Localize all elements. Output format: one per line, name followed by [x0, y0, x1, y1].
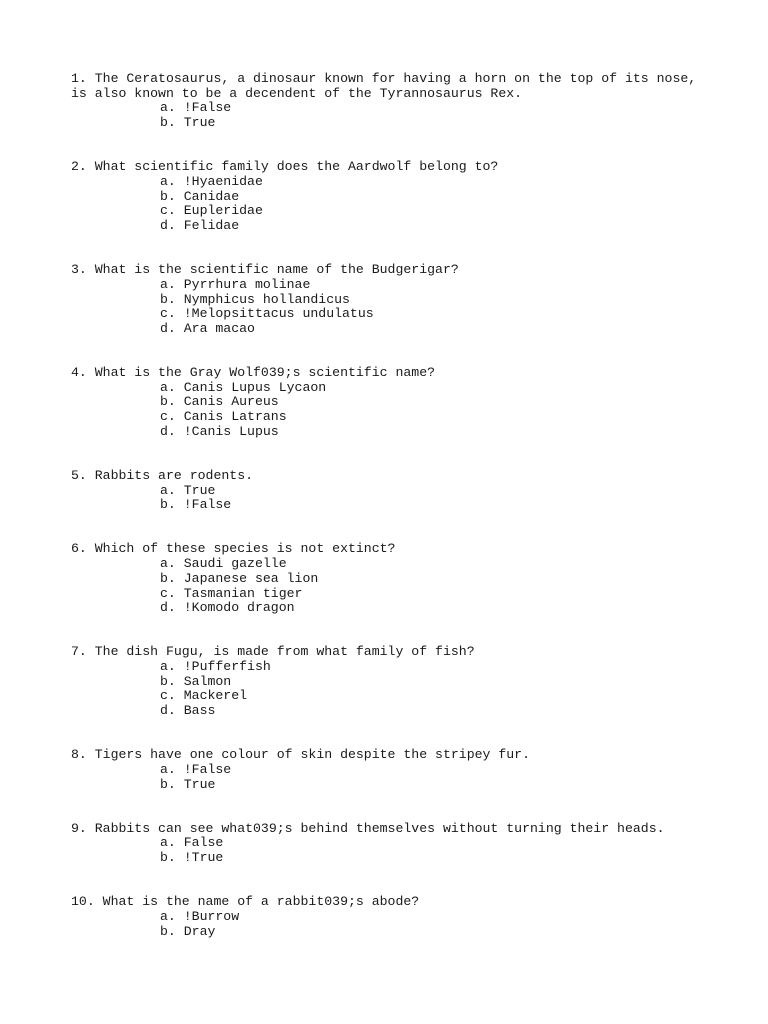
answer-options: [71, 278, 701, 337]
question-9: [71, 822, 701, 866]
answer-option: a. Canis Lupus Lycaon: [160, 379, 327, 395]
answer-option: a. False: [160, 835, 224, 851]
answer-option: b. Salmon: [160, 673, 232, 689]
answer-option: b. Nymphicus hollandicus: [160, 291, 350, 307]
answer-option: c. Mackerel: [160, 688, 248, 704]
question-text: 3. What is the scientific name of the Budgerigar?: [71, 262, 459, 278]
question-4: [71, 366, 701, 440]
answer-option: a. !False: [160, 100, 232, 116]
answer-option: d. Felidae: [160, 218, 240, 234]
answer-option: c. Tasmanian tiger: [160, 585, 303, 601]
answer-options: [71, 910, 701, 939]
answer-option: c. Canis Latrans: [160, 409, 287, 425]
question-text: 4. What is the Gray Wolf039;s scientific name?: [71, 365, 436, 381]
answer-options: [71, 836, 701, 865]
answer-options: [71, 557, 701, 616]
answer-option: a. !False: [160, 761, 232, 777]
answer-options: [71, 175, 701, 234]
answer-option: b. Dray: [160, 923, 216, 939]
question-text: 1. The Ceratosaurus, a dinosaur known for having a horn on the top of its nose, is also known to be a decendent of the Tyrannosaurus Rex.: [71, 71, 697, 101]
answer-option: b. Japanese sea lion: [160, 570, 319, 586]
question-text: 5. Rabbits are rodents.: [71, 467, 254, 483]
question-text: 7. The dish Fugu, is made from what family of fish?: [71, 644, 475, 660]
question-text: 2. What scientific family does the Aardwolf belong to?: [71, 159, 499, 175]
answer-option: a. !Pufferfish: [160, 659, 271, 675]
answer-option: a. Saudi gazelle: [160, 556, 287, 572]
answer-options: [71, 484, 701, 513]
question-7: [71, 645, 701, 719]
answer-options: [71, 763, 701, 792]
question-text: 9. Rabbits can see what039;s behind themselves without turning their heads.: [71, 820, 665, 836]
answer-option: a. !Burrow: [160, 908, 240, 924]
answer-option: b. Canis Aureus: [160, 394, 279, 410]
quiz-document: [71, 72, 701, 969]
answer-options: [71, 381, 701, 440]
question-1: [71, 72, 701, 131]
answer-option: b. Canidae: [160, 188, 240, 204]
answer-option: c. !Melopsittacus undulatus: [160, 306, 374, 322]
answer-option: a. True: [160, 482, 216, 498]
answer-option: b. !False: [160, 497, 232, 513]
answer-option: d. Ara macao: [160, 320, 255, 336]
answer-option: a. Pyrrhura molinae: [160, 276, 311, 292]
answer-option: d. !Canis Lupus: [160, 423, 279, 439]
answer-option: b. True: [160, 115, 216, 131]
question-text: 6. Which of these species is not extinct?: [71, 541, 396, 557]
answer-option: d. !Komodo dragon: [160, 600, 295, 616]
answer-option: c. Eupleridae: [160, 203, 263, 219]
question-6: [71, 542, 701, 616]
question-8: [71, 748, 701, 792]
answer-options: [71, 101, 701, 130]
question-2: [71, 160, 701, 234]
answer-option: d. Bass: [160, 703, 216, 719]
question-text: 10. What is the name of a rabbit039;s abode?: [71, 894, 420, 910]
answer-option: a. !Hyaenidae: [160, 173, 263, 189]
answer-option: b. True: [160, 776, 216, 792]
question-10: [71, 895, 701, 939]
question-5: [71, 469, 701, 513]
question-text: 8. Tigers have one colour of skin despite the stripey fur.: [71, 747, 530, 763]
answer-option: b. !True: [160, 850, 224, 866]
question-3: [71, 263, 701, 337]
answer-options: [71, 660, 701, 719]
